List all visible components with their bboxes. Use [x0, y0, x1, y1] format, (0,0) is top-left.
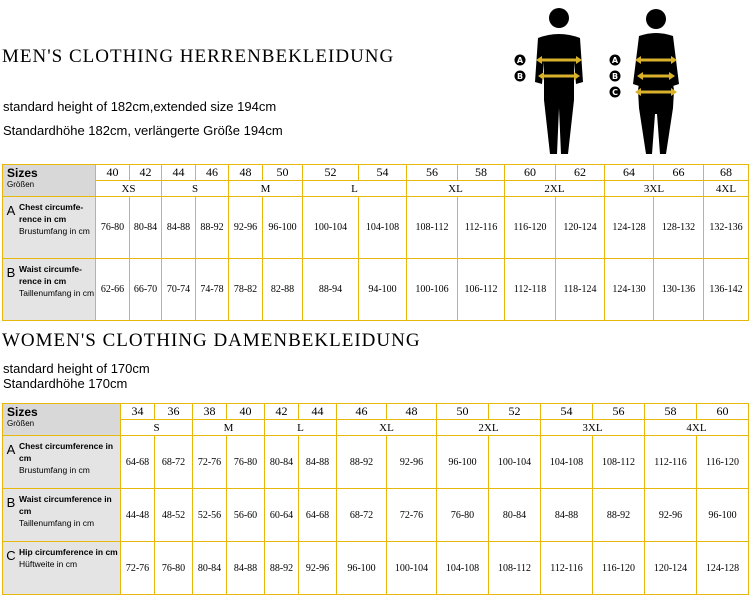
measurement-name-de: Brustumfang in cm	[19, 465, 90, 475]
size-letter-cell: 3XL	[605, 181, 704, 197]
size-letter-cell: 2XL	[505, 181, 605, 197]
size-letter-cell: 3XL	[541, 420, 645, 436]
sizes-label: Sizes	[7, 166, 38, 180]
size-number-cell: 42	[265, 404, 299, 420]
measurement-value-cell: 92-96	[387, 436, 437, 489]
measurement-name-en: Hip circumference in cm	[19, 547, 118, 557]
measurement-value-cell: 108-112	[489, 542, 541, 595]
size-number-cell: 50	[263, 165, 303, 181]
size-number-cell: 56	[407, 165, 458, 181]
size-number-cell: 46	[196, 165, 229, 181]
measurement-value-cell: 80-84	[130, 197, 162, 259]
size-number-cell: 52	[489, 404, 541, 420]
svg-text:B: B	[516, 72, 524, 81]
measurement-value-cell: 96-100	[263, 197, 303, 259]
measurement-value-cell: 64-68	[121, 436, 155, 489]
measurement-value-cell: 100-106	[407, 259, 458, 321]
size-number-cell: 66	[654, 165, 704, 181]
measurement-value-cell: 100-104	[489, 436, 541, 489]
size-number-cell: 58	[458, 165, 505, 181]
measurement-value-cell: 136-142	[704, 259, 749, 321]
measurement-value-cell: 116-120	[593, 542, 645, 595]
measurement-row	[3, 197, 749, 259]
male-marker-b	[515, 71, 526, 82]
size-number-cell: 48	[387, 404, 437, 420]
measurement-value-cell: 112-116	[645, 436, 697, 489]
measurement-value-cell: 124-128	[605, 197, 654, 259]
female-marker-b	[610, 71, 621, 82]
measurement-name-de: Taillenumfang in cm	[19, 518, 95, 528]
measurement-row	[3, 259, 749, 321]
size-number-cell: 48	[229, 165, 263, 181]
measurement-label-cell	[3, 542, 121, 595]
size-number-cell: 44	[299, 404, 337, 420]
measurement-value-cell: 88-92	[265, 542, 299, 595]
size-number-cell: 40	[96, 165, 130, 181]
men-height-de: Standardhöhe 182cm, verlängerte Größe 194cm	[3, 123, 283, 138]
measurement-label-cell	[3, 259, 96, 321]
measurement-value-cell: 80-84	[193, 542, 227, 595]
size-letter-cell: XL	[407, 181, 505, 197]
measurement-value-cell: 78-82	[229, 259, 263, 321]
size-number-cell: 62	[556, 165, 605, 181]
measurement-value-cell: 96-100	[697, 489, 749, 542]
size-letter-cell: 2XL	[437, 420, 541, 436]
measurement-value-cell: 108-112	[407, 197, 458, 259]
size-number-cell: 38	[193, 404, 227, 420]
measurement-value-cell: 88-92	[593, 489, 645, 542]
sizes-header-cell	[3, 404, 121, 436]
measurement-value-cell: 88-94	[303, 259, 359, 321]
size-number-cell: 40	[227, 404, 265, 420]
measurement-value-cell: 100-104	[303, 197, 359, 259]
measurement-value-cell: 80-84	[265, 436, 299, 489]
measurement-value-cell: 112-116	[541, 542, 593, 595]
measurement-value-cell: 92-96	[299, 542, 337, 595]
measurement-value-cell: 68-72	[337, 489, 387, 542]
measurement-letter: B	[6, 265, 16, 280]
measurement-row	[3, 489, 749, 542]
measurement-value-cell: 72-76	[193, 436, 227, 489]
measurement-value-cell: 112-116	[458, 197, 505, 259]
measurement-letter: C	[6, 548, 16, 563]
sizes-header-cell	[3, 165, 96, 197]
measurement-value-cell: 60-64	[265, 489, 299, 542]
measurement-row	[3, 436, 749, 489]
measurement-value-cell: 62-66	[96, 259, 130, 321]
size-letter-cell: 4XL	[704, 181, 749, 197]
measurement-value-cell: 48-52	[155, 489, 193, 542]
size-letter-cell: M	[229, 181, 303, 197]
measurement-name-en: Waist circumference in cm	[19, 494, 112, 516]
measurement-label-cell	[3, 489, 121, 542]
measurement-value-cell: 72-76	[387, 489, 437, 542]
measurement-name-de: Brustumfang in cm	[19, 226, 90, 236]
measurement-value-cell: 88-92	[196, 197, 229, 259]
size-number-cell: 44	[162, 165, 196, 181]
measurement-value-cell: 76-80	[155, 542, 193, 595]
measurement-value-cell: 118-124	[556, 259, 605, 321]
sizes-sub-label: Größen	[7, 180, 35, 189]
measurement-value-cell: 100-104	[387, 542, 437, 595]
female-marker-c	[610, 87, 621, 98]
measurement-value-cell: 56-60	[227, 489, 265, 542]
measurement-value-cell: 104-108	[541, 436, 593, 489]
measurement-value-cell: 84-88	[162, 197, 196, 259]
measurement-value-cell: 96-100	[437, 436, 489, 489]
size-number-cell: 58	[645, 404, 697, 420]
female-marker-a	[610, 55, 621, 66]
measurement-value-cell: 76-80	[96, 197, 130, 259]
measurement-value-cell: 116-120	[505, 197, 556, 259]
women-size-table	[2, 403, 749, 595]
measurement-value-cell: 120-124	[645, 542, 697, 595]
size-letter-cell: XL	[337, 420, 437, 436]
svg-text:C: C	[612, 88, 618, 97]
svg-text:A: A	[516, 56, 524, 65]
sizes-sub-label: Größen	[7, 419, 35, 428]
measurement-value-cell: 76-80	[227, 436, 265, 489]
measurement-value-cell: 128-132	[654, 197, 704, 259]
measurement-value-cell: 70-74	[162, 259, 196, 321]
size-number-cell: 42	[130, 165, 162, 181]
measurement-value-cell: 92-96	[645, 489, 697, 542]
men-height-en: standard height of 182cm,extended size 194cm	[3, 99, 277, 114]
size-letter-cell: L	[265, 420, 337, 436]
measurement-label-cell	[3, 197, 96, 259]
size-letter-cell: M	[193, 420, 265, 436]
men-section-title: MEN'S CLOTHING HERRENBEKLEIDUNG	[2, 46, 395, 67]
size-number-cell: 60	[505, 165, 556, 181]
size-number-cell: 46	[337, 404, 387, 420]
size-number-cell: 64	[605, 165, 654, 181]
measurement-value-cell: 108-112	[593, 436, 645, 489]
measurement-value-cell: 84-88	[541, 489, 593, 542]
size-letter-cell: L	[303, 181, 407, 197]
measurement-value-cell: 116-120	[697, 436, 749, 489]
size-letter-cell: XS	[96, 181, 162, 197]
measurement-value-cell: 84-88	[227, 542, 265, 595]
size-number-cell: 52	[303, 165, 359, 181]
sizes-label: Sizes	[7, 405, 38, 419]
measurement-value-cell: 68-72	[155, 436, 193, 489]
female-body-figure	[606, 4, 696, 156]
measurement-value-cell: 88-92	[337, 436, 387, 489]
measurement-letter: B	[6, 495, 16, 510]
measurement-value-cell: 82-88	[263, 259, 303, 321]
measurement-name-en: Chest circumfe-rence in cm	[19, 202, 84, 224]
male-marker-a	[515, 55, 526, 66]
women-height-de: Standardhöhe 170cm	[3, 376, 128, 391]
measurement-value-cell: 76-80	[437, 489, 489, 542]
measurement-value-cell: 124-130	[605, 259, 654, 321]
women-height-en: standard height of 170cm	[3, 361, 150, 376]
size-letter-cell: S	[121, 420, 193, 436]
women-section-title: WOMEN'S CLOTHING DAMENBEKLEIDUNG	[2, 330, 421, 351]
size-number-cell: 60	[697, 404, 749, 420]
measurement-value-cell: 132-136	[704, 197, 749, 259]
size-letter-cell: 4XL	[645, 420, 749, 436]
measurement-value-cell: 84-88	[299, 436, 337, 489]
measurement-value-cell: 104-108	[359, 197, 407, 259]
male-body-figure	[512, 4, 592, 156]
measurement-value-cell: 74-78	[196, 259, 229, 321]
size-number-cell: 54	[541, 404, 593, 420]
measurement-value-cell: 106-112	[458, 259, 505, 321]
svg-text:A: A	[611, 56, 619, 65]
measurement-value-cell: 52-56	[193, 489, 227, 542]
measurement-value-cell: 64-68	[299, 489, 337, 542]
men-size-table	[2, 164, 749, 321]
measurement-value-cell: 130-136	[654, 259, 704, 321]
size-number-cell: 36	[155, 404, 193, 420]
measurement-name-de: Hüftweite in cm	[19, 559, 78, 569]
measurement-value-cell: 112-118	[505, 259, 556, 321]
measurement-row	[3, 542, 749, 595]
measurement-value-cell: 92-96	[229, 197, 263, 259]
size-letter-cell: S	[162, 181, 229, 197]
measurement-letter: A	[6, 203, 16, 218]
measurement-value-cell: 72-76	[121, 542, 155, 595]
size-number-cell: 68	[704, 165, 749, 181]
measurement-value-cell: 124-128	[697, 542, 749, 595]
svg-text:B: B	[611, 72, 619, 81]
measurement-value-cell: 66-70	[130, 259, 162, 321]
measurement-value-cell: 96-100	[337, 542, 387, 595]
measurement-value-cell: 80-84	[489, 489, 541, 542]
measurement-letter: A	[6, 442, 16, 457]
size-number-cell: 56	[593, 404, 645, 420]
measurement-value-cell: 94-100	[359, 259, 407, 321]
measurement-name-de: Taillenumfang in cm	[19, 288, 95, 298]
size-number-cell: 54	[359, 165, 407, 181]
measurement-value-cell: 44-48	[121, 489, 155, 542]
size-number-cell: 50	[437, 404, 489, 420]
measurement-label-cell	[3, 436, 121, 489]
measurement-value-cell: 120-124	[556, 197, 605, 259]
size-number-cell: 34	[121, 404, 155, 420]
measurement-name-en: Waist circumfe-rence in cm	[19, 264, 82, 286]
measurement-name-en: Chest circumference in cm	[19, 441, 114, 463]
measurement-value-cell: 104-108	[437, 542, 489, 595]
